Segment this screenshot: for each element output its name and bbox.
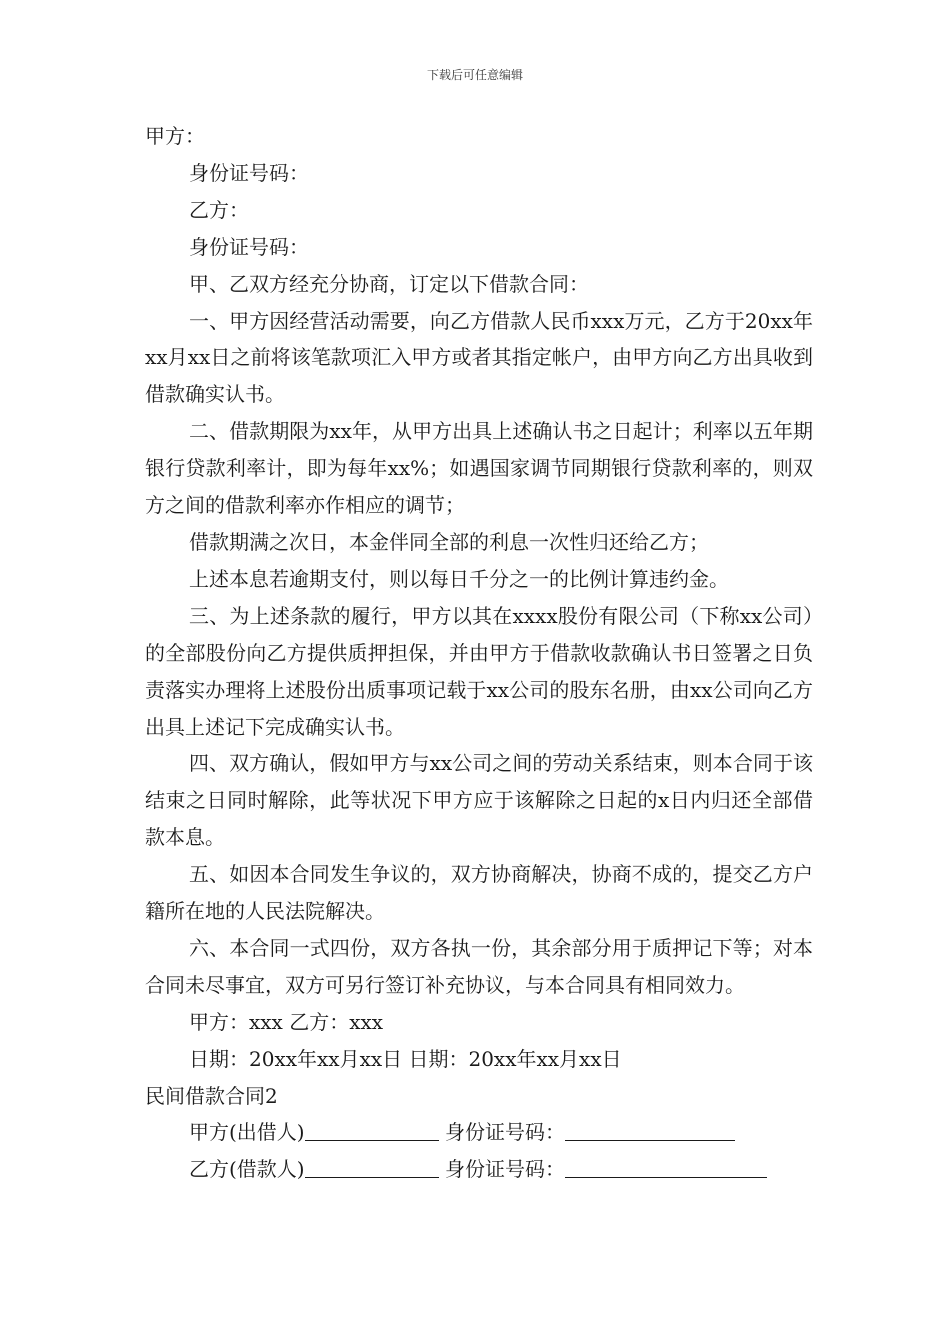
page-header: 下载后可任意编辑 (426, 68, 523, 82)
party-b-label: 乙方： (189, 197, 249, 222)
party-a-label: 甲方： (145, 124, 205, 148)
contract-2-title: 民间借款合同2 (145, 1083, 278, 1108)
lender-id-label: 身份证号码： (444, 1120, 565, 1145)
borrower-label: 乙方(借款人) (189, 1157, 305, 1182)
lender-label: 甲方(出借人) (189, 1120, 305, 1145)
clause-1: 一、甲方因经营活动需要，向乙方借款人民币xxx万元，乙方于20xx年xx月xx日之前将该笔款项汇入甲方或者其指定帐户，由甲方向乙方出具收到借款确实认书。 (145, 308, 813, 407)
clause-2-penalty: 上述本息若逾期支付，则以每日千分之一的比例计算违约金。 (189, 566, 729, 591)
clause-2: 二、借款期限为xx年，从甲方出具上述确认书之日起计；利率以五年期银行贷款利率计，即为每年xx%；如遇国家调节同期银行贷款利率的，则双方之间的借款利率亦作相应的调节； (145, 419, 813, 518)
borrower-id-blank (565, 1155, 767, 1178)
clause-3: 三、为上述条款的履行，甲方以其在xxxx股份有限公司（下称xx公司）的全部股份向乙方提供质押担保，并由甲方于借款收款确认书日签署之日负责落实办理将上述股份出质事项记载于xx公司的股东名册，由xx公司向乙方出具上述记下完成确实认书。 (145, 603, 813, 739)
lender-id-blank (565, 1118, 735, 1141)
clause-4: 四、双方确认，假如甲方与xx公司之间的劳动关系结束，则本合同于该结束之日同时解除，此等状况下甲方应于该解除之日起的x日内归还全部借款本息。 (145, 751, 813, 850)
document-body (145, 118, 813, 1188)
party-a-id-label: 身份证号码： (189, 160, 309, 185)
lender-line (145, 1114, 813, 1151)
lender-name-blank (305, 1118, 439, 1141)
party-b-id-label: 身份证号码： (189, 234, 309, 259)
clause-5: 五、如因本合同发生争议的，双方协商解决，协商不成的，提交乙方户籍所在地的人民法院解决。 (145, 862, 813, 924)
signature-parties: 甲方：xxx 乙方：xxx (189, 1009, 384, 1034)
borrower-line (145, 1151, 813, 1188)
clause-2-repayment: 借款期满之次日，本金伴同全部的利息一次性归还给乙方； (189, 529, 709, 554)
preamble: 甲、乙双方经充分协商，订定以下借款合同： (189, 271, 589, 296)
clause-6: 六、本合同一式四份，双方各执一份，其余部分用于质押记下等；对本合同未尽事宜，双方可另行签订补充协议，与本合同具有相同效力。 (145, 935, 813, 997)
borrower-id-label: 身份证号码： (444, 1157, 565, 1182)
borrower-name-blank (305, 1155, 439, 1178)
signature-dates: 日期：20xx年xx月xx日 日期：20xx年xx月xx日 (189, 1046, 622, 1071)
